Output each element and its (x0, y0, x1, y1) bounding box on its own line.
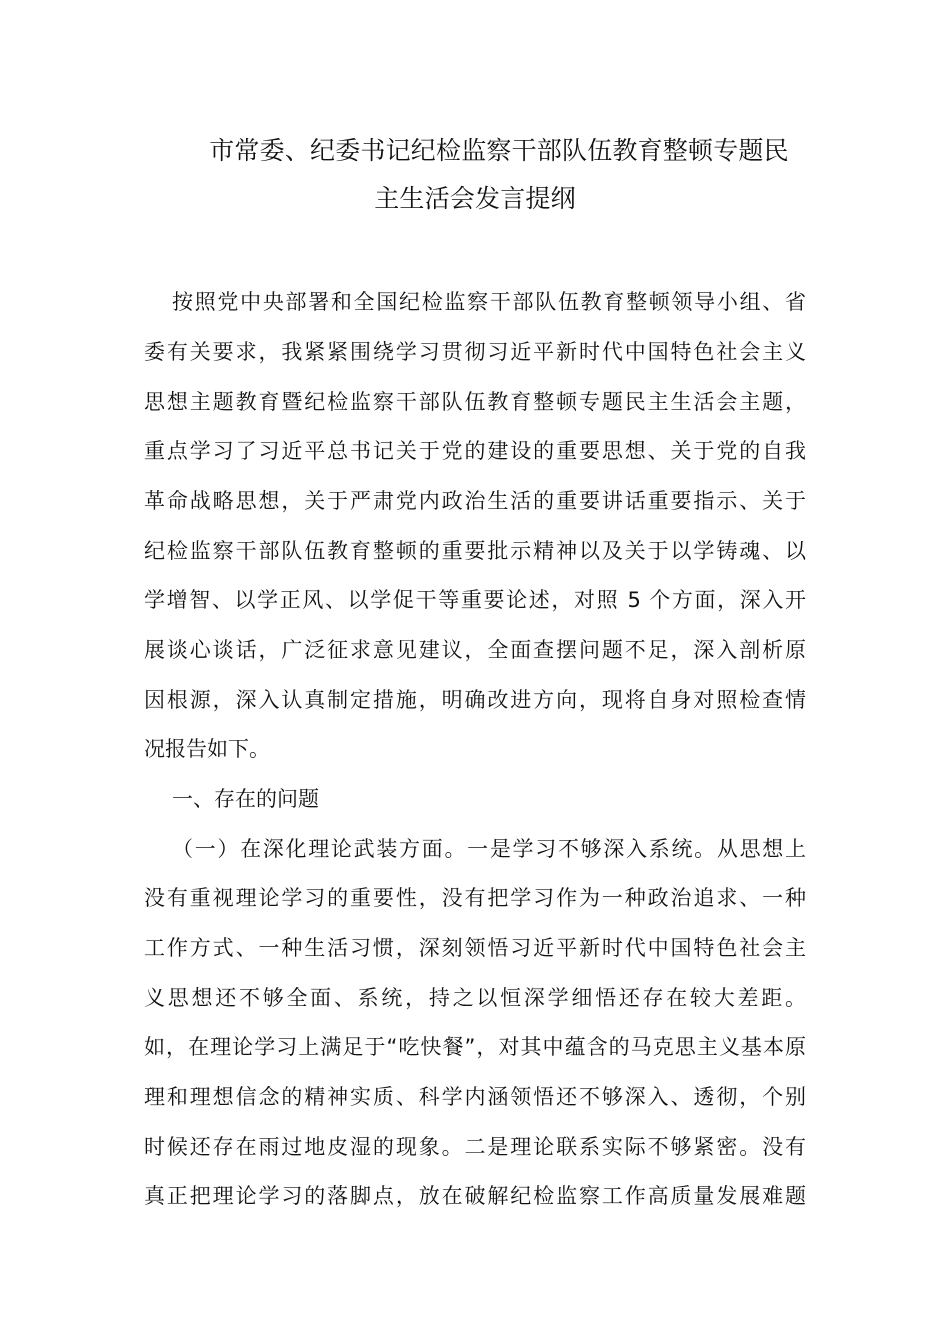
intro-paragraph-line: 展谈心谈话，广泛征求意见建议，全面查摆问题不足，深入剖析原 (144, 638, 806, 662)
section-paragraph-line: 如，在理论学习上满足于“吃快餐”，对其中蕴含的马克思主义基本原 (144, 1035, 806, 1059)
section-heading: 一、存在的问题 (172, 787, 319, 811)
section-paragraph-line: 工作方式、一种生活习惯，深刻领悟习近平新时代中国特色社会主 (144, 936, 806, 960)
intro-paragraph-line: 革命战略思想，关于严肃党内政治生活的重要讲话重要指示、关于 (144, 489, 806, 513)
intro-paragraph-line: 按照党中央部署和全国纪检监察干部队伍教育整顿领导小组、省 (172, 290, 806, 314)
document-title-line-1: 市常委、纪委书记纪检监察干部队伍教育整顿专题民 (209, 136, 789, 165)
intro-paragraph-line: 思想主题教育暨纪检监察干部队伍教育整顿专题民主生活会主题， (144, 390, 806, 414)
document-title-line-2: 主生活会发言提纲 (374, 184, 576, 213)
section-paragraph-line: 真正把理论学习的落脚点，放在破解纪检监察工作高质量发展难题 (144, 1184, 806, 1208)
intro-paragraph-line: 因根源，深入认真制定措施，明确改进方向，现将自身对照检查情 (144, 688, 806, 712)
section-paragraph-line: （一）在深化理论武装方面。一是学习不够深入系统。从思想上 (172, 837, 806, 861)
section-paragraph-line: 时候还存在雨过地皮湿的现象。二是理论联系实际不够紧密。没有 (144, 1135, 806, 1159)
section-paragraph-line: 理和理想信念的精神实质、科学内涵领悟还不够深入、透彻，个别 (144, 1085, 806, 1109)
intro-paragraph-line: 委有关要求，我紧紧围绕学习贯彻习近平新时代中国特色社会主义 (144, 340, 806, 364)
intro-paragraph-line: 学增智、以学正风、以学促干等重要论述，对照 5 个方面，深入开 (144, 588, 806, 612)
intro-paragraph-line: 纪检监察干部队伍教育整顿的重要批示精神以及关于以学铸魂、以 (144, 539, 806, 563)
intro-paragraph-line: 况报告如下。 (144, 737, 270, 761)
section-paragraph-line: 没有重视理论学习的重要性，没有把学习作为一种政治追求、一种 (144, 886, 806, 910)
intro-paragraph-line: 重点学习了习近平总书记关于党的建设的重要思想、关于党的自我 (144, 439, 806, 463)
section-paragraph-line: 义思想还不够全面、系统，持之以恒深学细悟还存在较大差距。 (144, 986, 806, 1010)
